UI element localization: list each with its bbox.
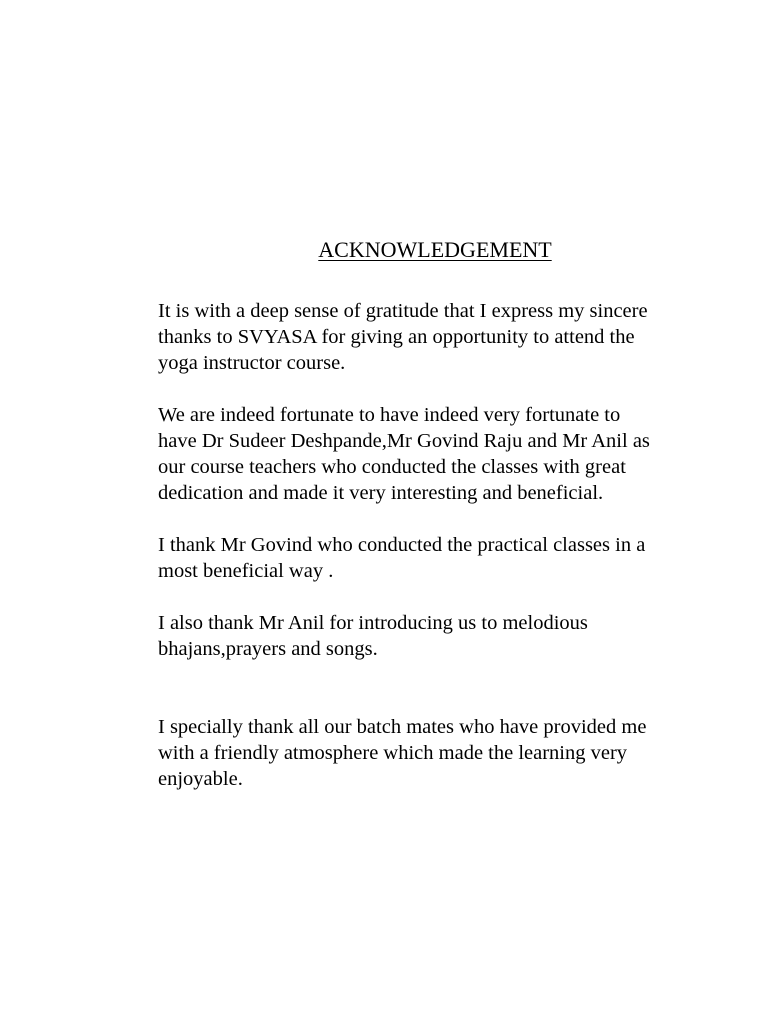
paragraph-line: I specially thank all our batch mates who have provided me <box>158 716 647 738</box>
paragraph-line: with a friendly atmosphere which made the learning very <box>158 742 628 764</box>
paragraph-line: thanks to SVYASA for giving an opportunity to attend the <box>158 326 635 348</box>
paragraph-line: We are indeed fortunate to have indeed very fortunate to <box>158 404 621 426</box>
paragraph-line: have Dr Sudeer Deshpande,Mr Govind Raju and Mr Anil as <box>158 430 650 452</box>
page-title-text: ACKNOWLEDGEMENT <box>318 237 552 262</box>
paragraph-line: bhajans,prayers and songs. <box>158 638 378 660</box>
page-title <box>0 236 768 264</box>
paragraph-gratitude <box>158 298 728 376</box>
paragraph-line: enjoyable. <box>158 768 243 790</box>
paragraph-practical-classes <box>158 532 728 584</box>
paragraph-line: most beneficial way . <box>158 560 334 582</box>
paragraph-line: our course teachers who conducted the classes with great <box>158 456 626 478</box>
paragraph-line: yoga instructor course. <box>158 352 346 374</box>
paragraph-line: It is with a deep sense of gratitude that I express my sincere <box>158 300 648 322</box>
paragraph-line: I also thank Mr Anil for introducing us to melodious <box>158 612 588 634</box>
paragraph-line: I thank Mr Govind who conducted the practical classes in a <box>158 534 646 556</box>
paragraph-teachers <box>158 402 728 506</box>
paragraph-line: dedication and made it very interesting and beneficial. <box>158 482 604 504</box>
paragraph-bhajans <box>158 610 728 662</box>
paragraph-batch-mates <box>158 714 728 792</box>
